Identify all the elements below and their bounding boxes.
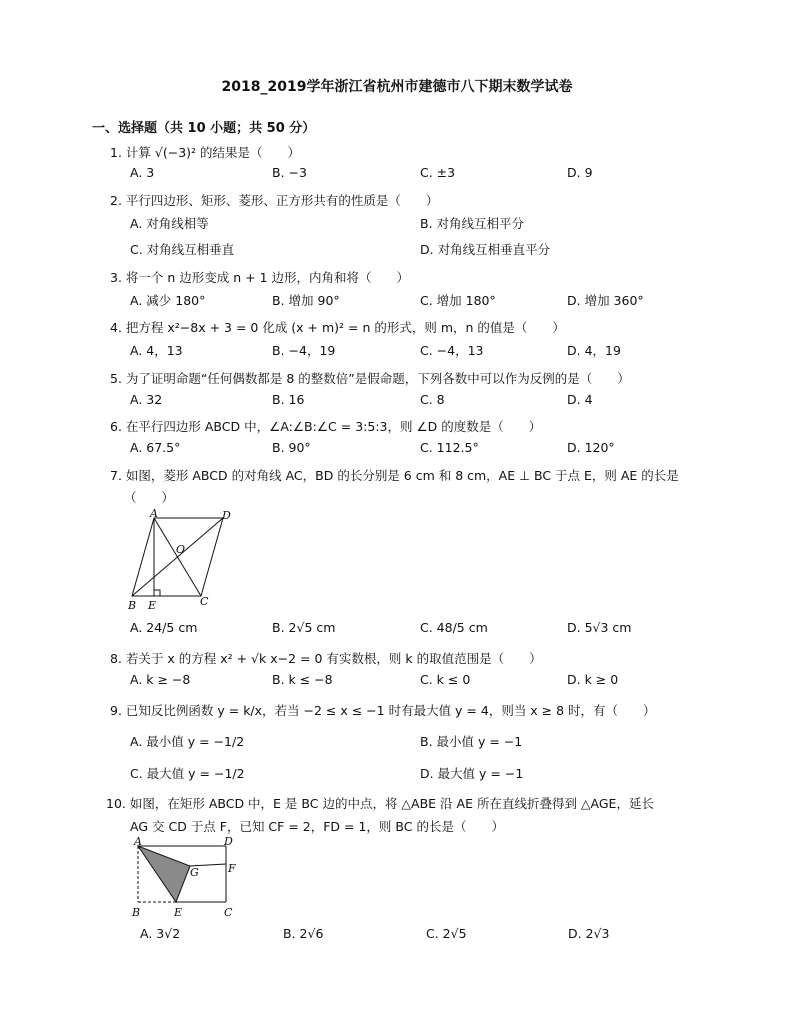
label-b: B [132, 906, 141, 919]
q8-option-d: D. k ≥ 0 [567, 672, 619, 687]
q5-option-b: B. 16 [272, 392, 305, 407]
question-7-stem-cont: （ ） [124, 490, 175, 505]
q7-option-d: D. 5√3 cm [567, 620, 632, 635]
q9-option-a: A. 最小值 y = −1/2 [130, 734, 245, 749]
q4-option-c: C. −4，13 [420, 343, 484, 358]
q9-option-c: C. 最大值 y = −1/2 [130, 766, 245, 781]
q6-option-b: B. 90° [272, 440, 311, 455]
question-5-stem: 5. 为了证明命题“任何偶数都是 8 的整数倍”是假命题，下列各数中可以作为反例的是（ ） [110, 371, 630, 386]
q1-option-a: A. 3 [130, 165, 155, 180]
q6-option-c: C. 112.5° [420, 440, 479, 455]
label-a: A [134, 836, 142, 848]
diagonal-bd [132, 518, 223, 596]
q10-option-c: C. 2√5 [426, 926, 467, 941]
q9-option-d: D. 最大值 y = −1 [420, 766, 524, 781]
label-d: D [224, 836, 233, 848]
label-e: E [174, 906, 183, 919]
question-8-stem: 8. 若关于 x 的方程 x² + √k x−2 = 0 有实数根，则 k 的取值范围是（ ） [110, 651, 542, 666]
q10-option-b: B. 2√6 [283, 926, 324, 941]
q7-option-a: A. 24/5 cm [130, 620, 198, 635]
question-10-stem-cont: AG 交 CD 于点 F，已知 CF = 2，FD = 1，则 BC 的长是（ ） [130, 819, 504, 834]
q1-option-b: B. −3 [272, 165, 307, 180]
question-6-stem: 6. 在平行四边形 ABCD 中，∠A:∠B:∠C = 3:5:3，则 ∠D 的度数是（ ） [110, 419, 542, 434]
rhombus-figure [120, 506, 240, 612]
q7-option-b: B. 2√5 cm [272, 620, 336, 635]
label-c: C [224, 906, 233, 919]
q3-option-a: A. 减少 180° [130, 293, 206, 308]
label-f: F [228, 862, 236, 875]
q5-option-d: D. 4 [567, 392, 593, 407]
q7-option-c: C. 48/5 cm [420, 620, 488, 635]
q4-option-a: A. 4，13 [130, 343, 183, 358]
question-7-stem: 7. 如图，菱形 ABCD 的对角线 AC，BD 的长分别是 6 cm 和 8 cm，AE ⊥ BC 于点 E，则 AE 的长是 [110, 468, 679, 483]
label-c: C [200, 595, 209, 608]
q5-option-c: C. 8 [420, 392, 445, 407]
q3-option-c: C. 增加 180° [420, 293, 496, 308]
q8-option-b: B. k ≤ −8 [272, 672, 333, 687]
q9-option-b: B. 最小值 y = −1 [420, 734, 523, 749]
right-angle-mark [154, 590, 160, 596]
rectangle-fold-figure [126, 836, 244, 922]
page-title: 2018_2019学年浙江省杭州市建德市八下期末数学试卷 [221, 79, 573, 95]
question-10-stem: 10. 如图，在矩形 ABCD 中，E 是 BC 边的中点，将 △ABE 沿 AE 所在直线折叠得到 △AGE，延长 [106, 796, 654, 811]
q4-option-b: B. −4，19 [272, 343, 336, 358]
question-3-stem: 3. 将一个 n 边形变成 n + 1 边形，内角和将（ ） [110, 270, 410, 285]
q6-option-a: A. 67.5° [130, 440, 181, 455]
q2-option-d: D. 对角线互相垂直平分 [420, 242, 551, 257]
q3-option-b: B. 增加 90° [272, 293, 340, 308]
label-b: B [128, 599, 137, 612]
question-1-stem: 1. 计算 √(−3)² 的结果是（ ） [110, 145, 301, 160]
q1-option-d: D. 9 [567, 165, 593, 180]
question-4-stem: 4. 把方程 x²−8x + 3 = 0 化成 (x + m)² = n 的形式，则 m，n 的值是（ ） [110, 320, 565, 335]
question-2-stem: 2. 平行四边形、矩形、菱形、正方形共有的性质是（ ） [110, 193, 439, 208]
q3-option-d: D. 增加 360° [567, 293, 644, 308]
q2-option-a: A. 对角线相等 [130, 216, 209, 231]
label-a: A [150, 507, 158, 520]
question-9-stem: 9. 已知反比例函数 y = k/x，若当 −2 ≤ x ≤ −1 时有最大值 y = 4，则当 x ≥ 8 时，有（ ） [110, 703, 656, 718]
q8-option-a: A. k ≥ −8 [130, 672, 191, 687]
label-e: E [148, 599, 157, 612]
section-heading: 一、选择题（共 10 小题；共 50 分） [92, 121, 316, 136]
q1-option-c: C. ±3 [420, 165, 456, 180]
label-d: D [222, 509, 231, 522]
q5-option-a: A. 32 [130, 392, 163, 407]
q6-option-d: D. 120° [567, 440, 615, 455]
label-g: G [190, 866, 199, 879]
q10-option-d: D. 2√3 [568, 926, 610, 941]
folded-triangle-age [138, 846, 190, 902]
q2-option-c: C. 对角线互相垂直 [130, 242, 235, 257]
q10-option-a: A. 3√2 [140, 926, 181, 941]
q4-option-d: D. 4，19 [567, 343, 621, 358]
q8-option-c: C. k ≤ 0 [420, 672, 471, 687]
q2-option-b: B. 对角线互相平分 [420, 216, 525, 231]
label-o: O [176, 543, 186, 556]
